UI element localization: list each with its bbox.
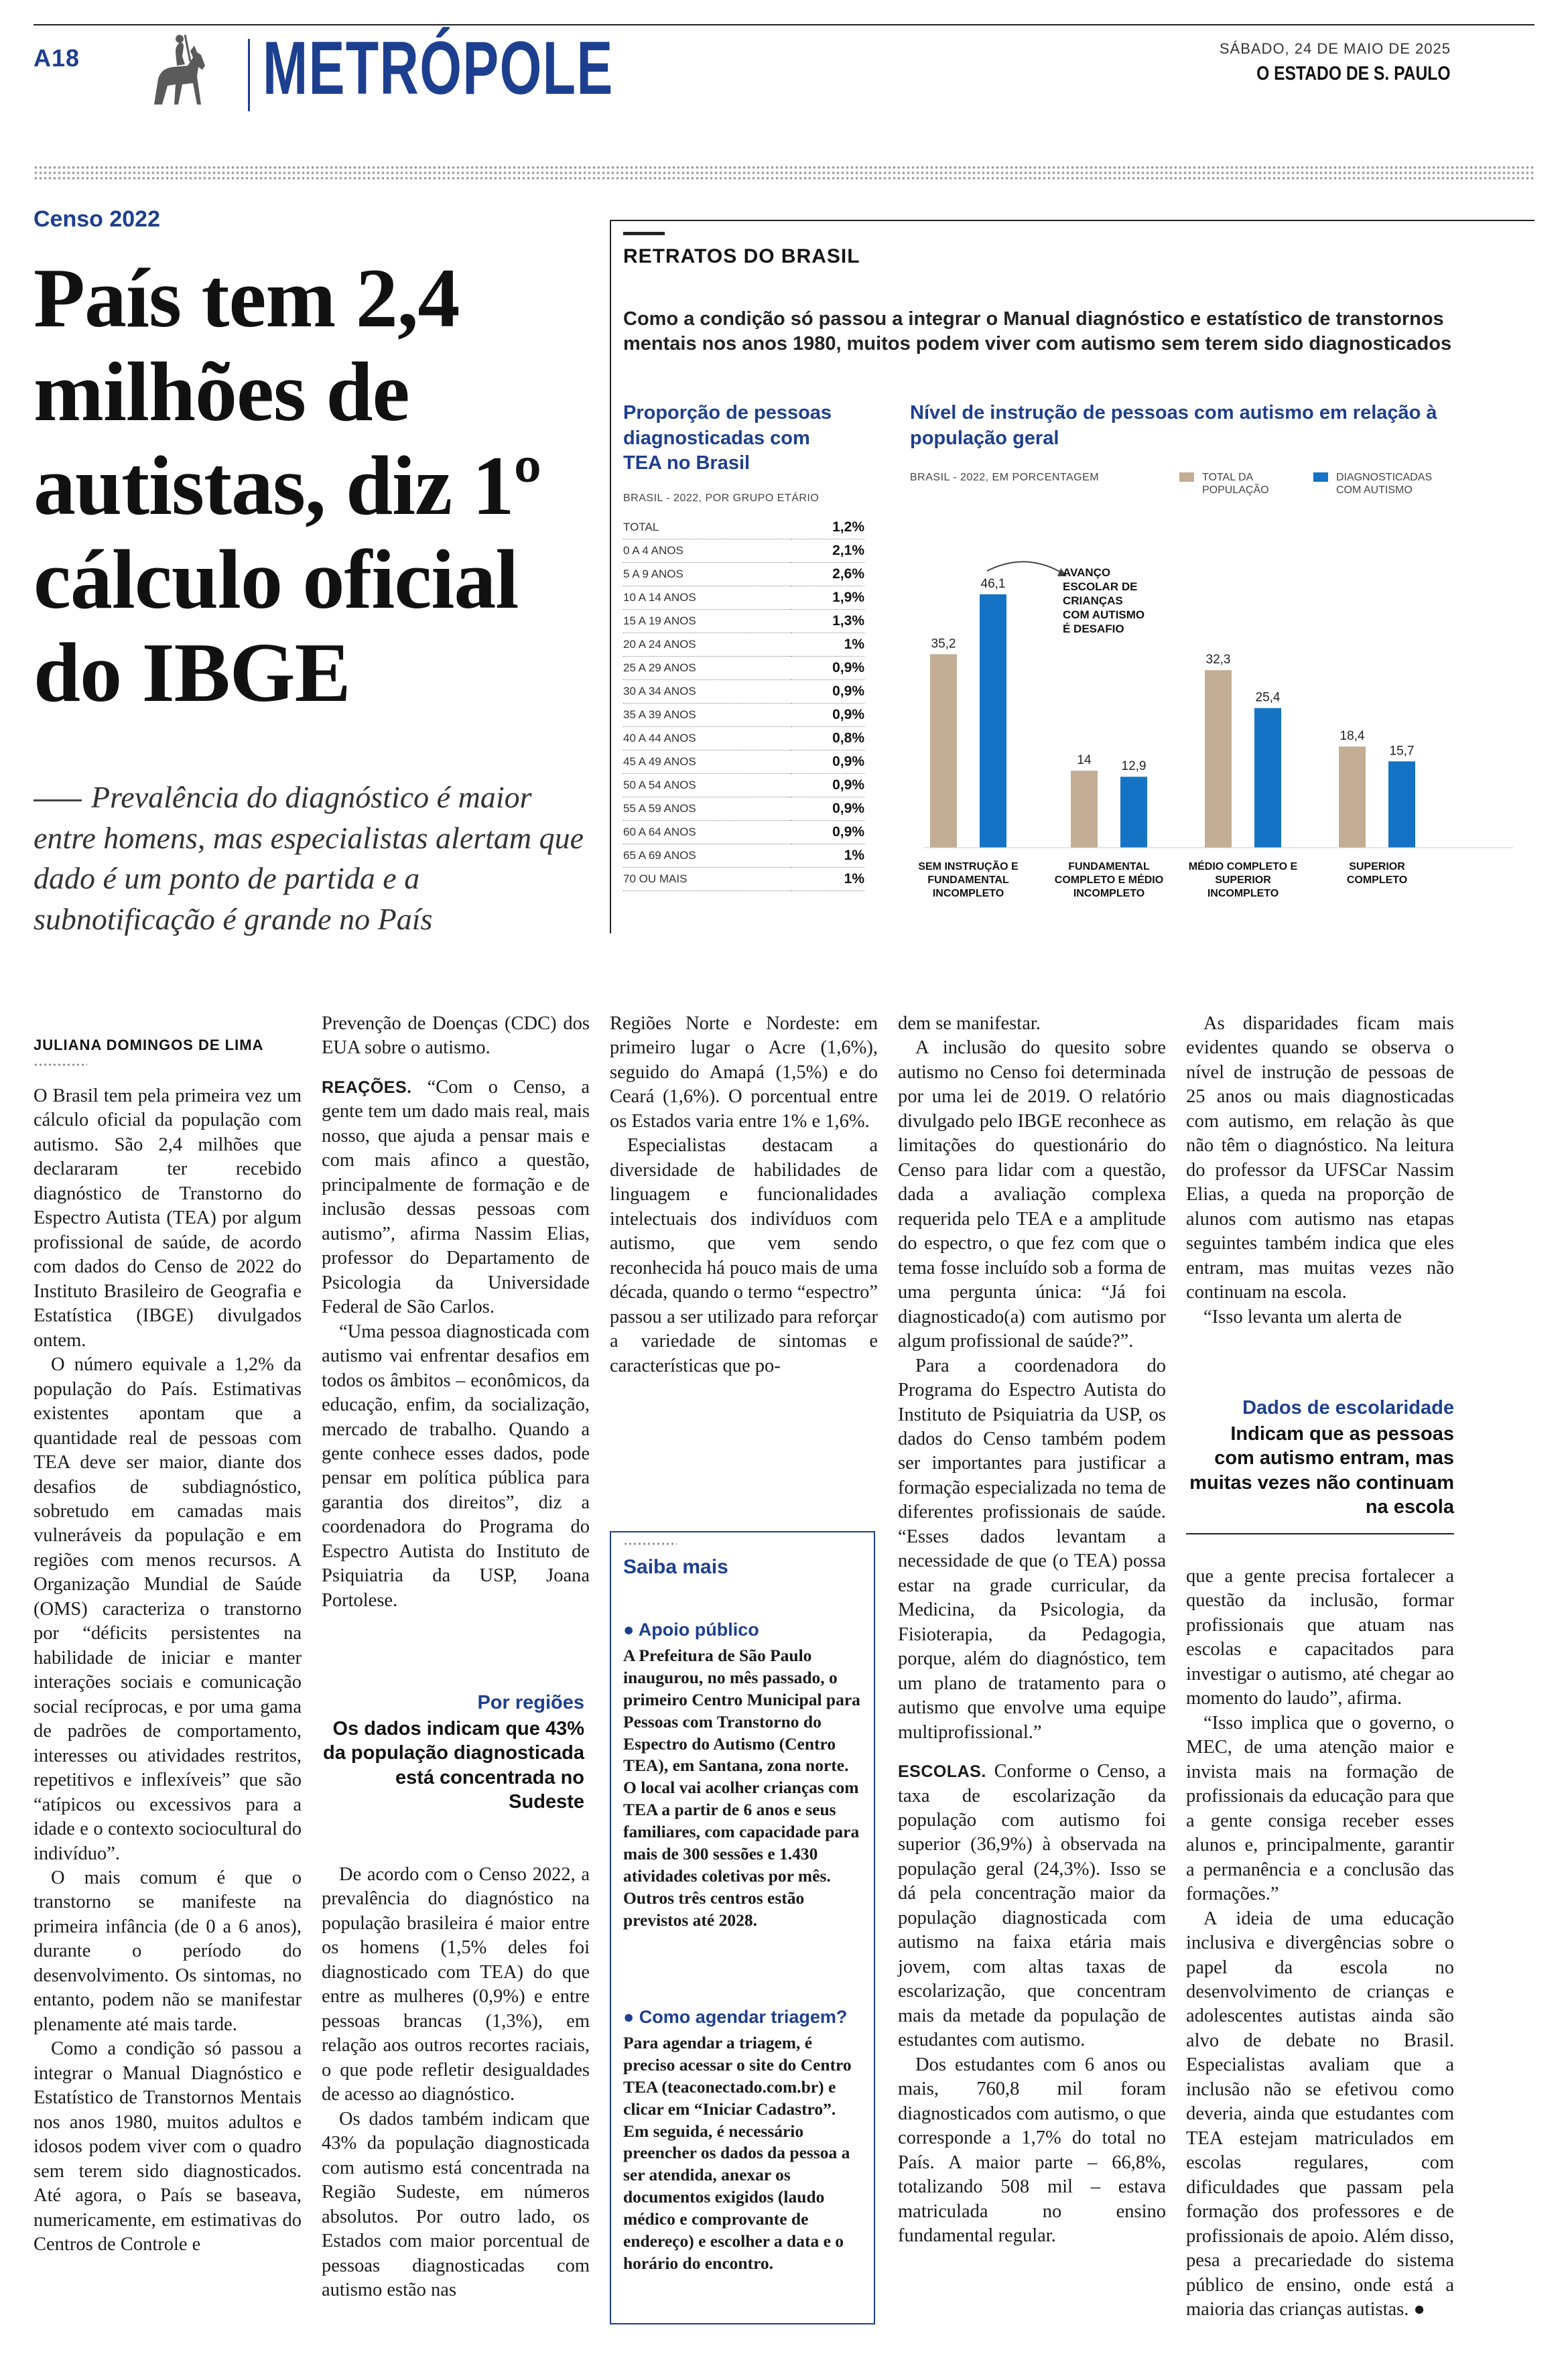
table-row xyxy=(623,774,864,797)
age-group-value: 2,1% xyxy=(791,539,864,563)
deck-text: Prevalência do diagnóstico é maior entre homens, mas especialistas alertam que dado é um ponto de partida e a subnotificação é grande no País xyxy=(34,780,584,937)
paragraph: “Isso levanta um alerta de xyxy=(1203,1306,1402,1327)
bar-value-label: 32,3 xyxy=(1205,653,1231,667)
age-group-label: 35 A 39 ANOS xyxy=(623,704,791,727)
newspaper-name: O ESTADO DE S. PAULO xyxy=(1256,63,1451,84)
paragraph: Prevenção de Doenças (CDC) dos EUA sobre o autismo. xyxy=(322,1013,590,1059)
table-row xyxy=(623,680,864,704)
column-2 xyxy=(322,1012,590,1613)
pull-quote-tag: Por regiões xyxy=(477,1692,584,1713)
paragraph: “Uma pessoa diagnosticada com autismo vai enfrentar desafios em todos os âmbitos – econômicos, da educação, enfim, da socialização, mercado de trabalho. Quando a gente conhece esses dados, pode pensar em política pública para garantia dos direitos”, diz a coordenadora do Programa do Espectro Autista do Instituto de Psiquiatria da USP, Joana Portolese. xyxy=(322,1321,590,1611)
paragraph-text: “Com o Censo, a gente tem um dado mais real, mais nosso, que ajuda a pensar mais e com mais afinco a questão, principalmente de formação e de inclusão dessas pessoas com autismo”, afirma Nassim Elias, professor do Departamento de Psicologia da Universidade Federal de São Carlos. xyxy=(322,1076,590,1318)
infographic-intro: Como a condição só passou a integrar o Manual diagnóstico e estatístico de transtornos mentais nos anos 1980, muitos podem viver com autismo sem terem sido diagnosticados xyxy=(623,308,1452,355)
column-2-continued xyxy=(322,1863,590,2302)
bar-diagnosed xyxy=(980,594,1006,848)
age-group-label: 20 A 24 ANOS xyxy=(623,633,791,657)
paragraph: dem se manifestar. xyxy=(898,1013,1041,1034)
chart-legend xyxy=(1179,471,1528,503)
age-group-value: 0,9% xyxy=(791,821,864,844)
deck-dash xyxy=(34,799,82,801)
age-group-value: 0,9% xyxy=(791,657,864,680)
education-bar-chart xyxy=(910,509,1526,918)
bar-value-label: 18,4 xyxy=(1340,729,1365,744)
table-row xyxy=(623,610,864,633)
bar-value-label: 35,2 xyxy=(931,637,956,651)
column-1 xyxy=(34,1084,302,2257)
age-group-label: 10 A 14 ANOS xyxy=(623,586,791,610)
age-group-label: 60 A 64 ANOS xyxy=(623,821,791,844)
age-group-label: 50 A 54 ANOS xyxy=(623,774,791,797)
paragraph: Dos estudantes com 6 anos ou mais, 760,8 mil foram diagnosticados com autismo, o que corresponde a 1,7% do total no País. A maior parte – 66,8%, totalizando 508 mil – estava matriculada no ensino fundamental regular. xyxy=(898,2054,1166,2246)
table-row xyxy=(623,657,864,680)
pull-quote: Indicam que as pessoas com autismo entram, mas muitas vezes não continuam na escola xyxy=(1189,1423,1454,1518)
age-group-value: 1% xyxy=(791,868,864,891)
legend-swatch-total xyxy=(1179,472,1194,482)
paragraph: A ideia de uma educação inclusiva e divergências sobre o papel da escola no desenvolvimento de crianças e adolescentes autistas ainda são alvo de debate no Brasil. Especialistas avaliam que a inclusão não se efetivou como deveria, ainda que estudantes com TEA estejam matriculados em escolas regulares, com dificuldades que passam pela formação dos professores e de profissionais de apoio. Além disso, pesa a precariedade do sistema público de ensino, onde está a maioria das crianças autistas. ● xyxy=(1186,1908,1454,2320)
age-table xyxy=(623,516,864,891)
age-group-value: 2,6% xyxy=(791,563,864,586)
page-number: A18 xyxy=(34,44,80,72)
annotation-arrow xyxy=(987,562,1065,575)
table-row xyxy=(623,539,864,563)
horse-rider-icon xyxy=(141,32,221,113)
paragraph: “Isso implica que o governo, o MEC, de uma atenção maior e invista mais na formação de profissionais da educação para que a gente consiga receber esses alunos e, principalmente, garantir a permanência e a conclusão das formações.” xyxy=(1186,1712,1454,1905)
age-group-label: 15 A 19 ANOS xyxy=(623,610,791,633)
table-row xyxy=(623,844,864,868)
paragraph: Regiões Norte e Nordeste: em primeiro lugar o Acre (1,6%), seguido do Amapá (1,5%) e do Ceará (1,6%). O porcentual entre os Estados varia entre 1% e 1,6%. xyxy=(610,1013,878,1132)
paragraph: De acordo com o Censo 2022, a prevalência do diagnóstico na população brasileira é maior entre os homens (1,5% deles foi diagnosticado com TEA) do que entre as mulheres (0,9%) e entre pessoas brancas (1,3%), em relação aos outros recortes raciais, o que pode refletir desigualdades de acesso ao diagnóstico. xyxy=(322,1864,590,2105)
table-row xyxy=(623,704,864,727)
paragraph-text: Conforme o Censo, a taxa de escolarização da população com autismo foi superior (36,9%) à observada na população geral (24,3%). Isso se dá pela concentração maior da população diagnosticada com autismo na faixa etária mais jovem, com altas taxas de escolarização, que concentram mais da metade da população de estudantes com autismo. xyxy=(898,1761,1166,2051)
dotted-separator xyxy=(34,165,1534,181)
legend-label-total: TOTAL DA POPULAÇÃO xyxy=(1202,472,1269,497)
column-3 xyxy=(610,1012,878,1378)
box-text: Para agendar a triagem, é preciso acessar o site do Centro TEA (teaconectado.com.br) e clicar em “Iniciar Cadastro”. Em seguida, é necessário preencher os dados da pessoa a ser atendida, anexar os documentos exigidos (laudo médico e comprovante de endereço) e escolher a data e o horário do encontro. xyxy=(623,2033,852,2273)
infographic-left-rule xyxy=(610,220,611,933)
category-label: SUPERIOR COMPLETO xyxy=(1346,861,1408,886)
paragraph xyxy=(322,1075,590,1320)
table-row xyxy=(623,868,864,891)
legend-label-diag: DIAGNOSTICADAS COM AUTISMO xyxy=(1336,472,1433,497)
pull-quote-tag: Dados de escolaridade xyxy=(1242,1397,1454,1419)
section-title: METRÓPOLE xyxy=(263,26,614,110)
bar-diagnosed xyxy=(1120,777,1147,848)
bar-value-label: 46,1 xyxy=(980,576,1006,591)
paragraph: O mais comum é que o transtorno se manifeste na primeira infância (de 0 a 6 anos), durante o período do desenvolvimento. Os sintomas, no entanto, podem não se manifestar plenamente até mais tarde. xyxy=(34,1867,302,2035)
table-row xyxy=(623,797,864,821)
deck xyxy=(34,777,596,940)
age-group-label: 30 A 34 ANOS xyxy=(623,680,791,704)
box-heading: ● Apoio público xyxy=(623,1620,759,1640)
age-group-label: 55 A 59 ANOS xyxy=(623,797,791,821)
column-5-continued xyxy=(1186,1565,1454,2322)
table-row xyxy=(623,516,864,539)
column-5 xyxy=(1186,1012,1454,1329)
age-group-value: 1,3% xyxy=(791,610,864,633)
bar-total xyxy=(1205,670,1232,848)
paragraph: Para a coordenadora do Programa do Espectro Autista do Instituto de Psiquiatria da USP, os dados do Censo também podem ser importantes para justificar a formação especializada no tema de diferentes profissionais de saúde. “Esses dados levantam a necessidade de que (o TEA) possa estar na grade curricular, da Medicina, da Psicologia, da Fisioterapia, da Pedagogia, porque, além do diagnóstico, tem um plano de tratamento para o autismo que envolve uma equipe multiprofissional.” xyxy=(898,1355,1166,1743)
lead-in: ESCOLAS. xyxy=(898,1762,986,1782)
table-row xyxy=(623,633,864,657)
paragraph: O Brasil tem pela primeira vez um cálculo oficial da população com autismo. São 2,4 milhões que declararam ter recebido diagnóstico de Transtorno do Espectro Autista (TEA) por algum profissional de saúde, de acordo com dados do Censo de 2022 do Instituto Brasileiro de Geografia e Estatística (IBGE) divulgados ontem. xyxy=(34,1086,302,1351)
age-group-label: 0 A 4 ANOS xyxy=(623,539,791,563)
bar-value-label: 12,9 xyxy=(1121,759,1147,774)
bar-diagnosed xyxy=(1254,708,1281,848)
bar-value-label: 25,4 xyxy=(1255,690,1281,705)
table-title: Proporção de pessoas diagnosticadas com TEA no Brasil xyxy=(623,402,832,474)
age-group-label: 5 A 9 ANOS xyxy=(623,563,791,586)
box-text: A Prefeitura de São Paulo inaugurou, no mês passado, o primeiro Centro Municipal para Pessoas com Transtorno do Espectro do Autismo (Centro TEA), em Santana, zona norte. O local vai acolher crianças com TEA a partir de 6 anos e seus familiares, com capacidade para mais de 300 sessões e 1.430 atividades coletivas por mês. Outros três centros estão previstos até 2028. xyxy=(623,1646,860,1930)
bar-total xyxy=(1071,771,1098,848)
lead-in: REAÇÕES. xyxy=(322,1077,412,1097)
category-label: SEM INSTRUÇÃO E FUNDAMENTAL INCOMPLETO xyxy=(918,861,1019,899)
age-group-value: 0,9% xyxy=(791,704,864,727)
category-label: MÉDIO COMPLETO E SUPERIOR INCOMPLETO xyxy=(1188,861,1298,899)
byline-dots xyxy=(34,1062,87,1067)
table-row xyxy=(623,563,864,586)
age-group-label: 25 A 29 ANOS xyxy=(623,657,791,680)
box-dots xyxy=(623,1541,677,1547)
paragraph: A inclusão do quesito sobre autismo no Censo foi determinada por uma lei de 2019. O relatório divulgado pelo IBGE reconhece as limitações do questionário do Censo para lidar com a questão, dada a avaliação complexa requerida pelo TEA e a amplitude do espectro, o que fez com que o tema fosse incluído sob a forma de uma pergunta única: “Já foi diagnosticado(a) com autismo por algum profissional de saúde?”. xyxy=(898,1037,1166,1352)
legend-swatch-diag xyxy=(1313,472,1328,482)
paragraph: O número equivale a 1,2% da população do País. Estimativas existentes apontam que a quantidade real de pessoas com TEA deve ser maior, diante dos desafios de subdiagnóstico, sobretudo em camadas mais vulneráveis da população e em regiões com menos recursos. A Organização Mundial de Saúde (OMS) caracteriza o transtorno por “déficits persistentes na habilidade de iniciar e manter interações sociais e comunicação social recíprocas, e por uma gama de padrões de comportamento, interesses ou atividades restritos, repetitivos e inflexíveis” que são “atípicos ou excessivos para a idade e o contexto sociocultural do indivíduo”. xyxy=(34,1354,302,1864)
box-heading: ● Como agendar triagem? xyxy=(623,2007,848,2027)
paragraph: As disparidades ficam mais evidentes quando se observa o nível de instrução de pessoas de 25 anos ou mais diagnosticadas com autismo, em relação às que não têm o diagnóstico. Na leitura do professor da UFSCar Nassim Elias, a queda na proporção de alunos com autismo nas etapas seguintes também indica que eles entram, mas muitas vezes não continuam na escola. xyxy=(1186,1013,1454,1303)
table-row xyxy=(623,750,864,774)
age-group-value: 0,8% xyxy=(791,727,864,750)
pull-quote-rule xyxy=(1186,1533,1454,1534)
paragraph: Como a condição só passou a integrar o Manual Diagnóstico e Estatístico de Transtornos Mentais nos anos 1980, muitos adultos e idosos podem viver com o quadro sem terem sido diagnosticados. Até agora, o País se baseava, numericamente, em estimativas do Centros de Controle e xyxy=(34,2038,302,2255)
age-group-value: 0,9% xyxy=(791,750,864,774)
infographic-title-bar xyxy=(623,232,665,235)
edition-date: SÁBADO, 24 DE MAIO DE 2025 xyxy=(1219,40,1451,57)
age-group-label: 70 OU MAIS xyxy=(623,868,791,891)
age-group-label: 40 A 44 ANOS xyxy=(623,727,791,750)
bar-value-label: 14 xyxy=(1077,753,1092,768)
bar-total xyxy=(1339,746,1366,848)
age-group-value: 1,9% xyxy=(791,586,864,610)
age-group-value: 1% xyxy=(791,633,864,657)
bar-total xyxy=(930,654,957,848)
bar-value-label: 15,7 xyxy=(1389,744,1415,759)
bar-diagnosed xyxy=(1388,761,1415,848)
age-group-value: 1% xyxy=(791,844,864,868)
paragraph: que a gente precisa fortalecer a questão da inclusão, formar profissionais que atuam nas escolas e capacitados para investigar o autismo, até chegar ao momento do laudo”, afirma. xyxy=(1186,1566,1454,1709)
masthead-rule xyxy=(34,24,1534,25)
byline: JULIANA DOMINGOS DE LIMA xyxy=(34,1037,264,1053)
age-group-value: 0,9% xyxy=(791,797,864,821)
age-group-label: 45 A 49 ANOS xyxy=(623,750,791,774)
paragraph xyxy=(898,1760,1166,2053)
chart-subtitle: BRASIL - 2022, EM PORCENTAGEM xyxy=(910,472,1100,483)
box-title: Saiba mais xyxy=(623,1556,728,1578)
paragraph: Especialistas destacam a diversidade de habilidades de linguagem e funcionalidades intelectuais dos indivíduos com autismo, que vem sendo reconhecida há pouco mais de uma década, quando o termo “espectro” passou a ser utilizado para reforçar a variedade de sintomas e características que po- xyxy=(610,1135,878,1376)
annotation-text: AVANÇO ESCOLAR DE CRIANÇAS COM AUTISMO É DESAFIO xyxy=(1063,566,1145,635)
paragraph: Os dados também indicam que 43% da população diagnosticada com autismo está concentrada na Região Sudeste, em números absolutos. Por outro lado, os Estados com maior porcentual de pessoas diagnosticadas com autismo estão nas xyxy=(322,2108,590,2300)
age-group-label: TOTAL xyxy=(623,516,791,539)
age-group-value: 0,9% xyxy=(791,680,864,704)
column-4 xyxy=(898,1012,1166,2248)
headline: País tem 2,4 milhões de autistas, diz 1º cálculo oficial do IBGE xyxy=(34,252,541,720)
table-row xyxy=(623,821,864,844)
table-row xyxy=(623,586,864,610)
infographic-title: RETRATOS DO BRASIL xyxy=(623,245,860,267)
masthead-divider xyxy=(248,39,250,111)
chart-title: Nível de instrução de pessoas com autismo em relação à população geral xyxy=(910,402,1437,449)
category-label: FUNDAMENTAL COMPLETO E MÉDIO INCOMPLETO xyxy=(1054,861,1164,899)
kicker: Censo 2022 xyxy=(34,206,160,232)
infographic-top-rule xyxy=(610,220,1534,221)
pull-quote: Os dados indicam que 43% da população diagnosticada está concentrada no Sudeste xyxy=(323,1718,584,1813)
table-row xyxy=(623,727,864,750)
table-subtitle: BRASIL - 2022, POR GRUPO ETÁRIO xyxy=(623,492,820,504)
age-group-value: 0,9% xyxy=(791,774,864,797)
age-group-value: 1,2% xyxy=(791,516,864,539)
age-group-label: 65 A 69 ANOS xyxy=(623,844,791,868)
